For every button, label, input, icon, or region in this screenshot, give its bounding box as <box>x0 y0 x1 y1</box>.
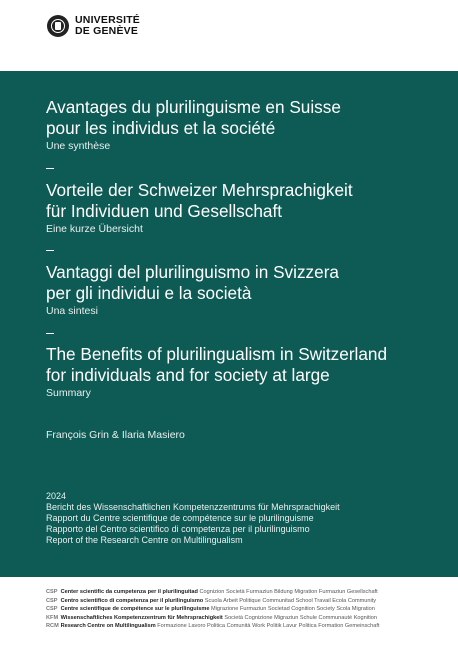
footer-keywords: Scuola Arbeit Politique Communitad School Travail Ecola Community <box>204 597 377 604</box>
separator-dash <box>46 250 54 251</box>
header <box>0 0 458 71</box>
separator-dash <box>46 168 54 169</box>
cover-panel <box>0 71 458 577</box>
logo-line-2: DE GENÈVE <box>75 25 139 37</box>
report-line-de: Bericht des Wissenschaftlichen Kompetenzzentrums für Mehrsprachigkeit <box>46 502 340 512</box>
footer-centre-name: Center scientific da cumpetenza per il plurilinguitad <box>60 589 198 595</box>
footer-abbr: CSP <box>46 606 58 613</box>
footer-line <box>46 614 379 623</box>
title-block-fr <box>46 97 341 153</box>
title-de-line-2: für Individuen und Gesellschaft <box>46 201 282 221</box>
authors: François Grin & Ilaria Masiero <box>46 429 185 441</box>
footer-keywords: Società Cognizione Migraziun Schule Communauté Kognition <box>224 614 378 621</box>
footer-line <box>46 588 379 597</box>
title-block-it <box>46 262 339 318</box>
logo-line-1: UNIVERSITÉ <box>75 14 141 26</box>
footer-keywords: Migrazione Furmaziun Societad Cognition Society Scola Migration <box>211 606 375 613</box>
footer-abbr: CSP <box>46 589 58 595</box>
footer-centre-name: Wissenschaftliches Kompetenzzentrum für Mehrsprachigkeit <box>60 614 223 621</box>
title-en-line-1: The Benefits of plurilingualism in Switzerland <box>46 344 388 364</box>
footer-centre-name: Research Centre on Multilingualism <box>60 623 156 630</box>
title-en-line-2: for individuals and for society at large <box>46 365 330 385</box>
title-block-de <box>46 180 353 236</box>
footer-keywords: Formazione Lavoro Politica Comunità Work Politik Lavur Politica Formation Gemeinschaft <box>157 623 380 630</box>
report-year: 2024 <box>46 491 67 501</box>
report-info <box>46 491 340 546</box>
title-block-en <box>46 344 387 400</box>
title-it-line-2: per gli individui e la società <box>46 283 252 303</box>
footer-line <box>46 597 379 606</box>
title-fr-line-1: Avantages du plurilinguisme en Suisse <box>46 97 341 117</box>
title-it-line-1: Vantaggi del plurilinguismo in Svizzera <box>46 262 339 282</box>
subtitle-en: Summary <box>46 387 91 399</box>
report-line-it: Rapporto del Centro scientifico di competenza per il plurilinguismo <box>46 524 310 534</box>
separator-dash <box>46 333 54 334</box>
footer-abbr: CSP <box>46 597 58 604</box>
logo-text <box>75 15 140 37</box>
footer <box>0 577 458 650</box>
footer-line <box>46 622 379 631</box>
title-de-line-1: Vorteile der Schweizer Mehrsprachigkeit <box>46 180 353 200</box>
footer-centre-name: Centro scientifico di competenza per il plurilinguismo <box>60 597 204 604</box>
subtitle-de: Eine kurze Übersicht <box>46 223 143 235</box>
subtitle-it: Una sintesi <box>46 305 98 317</box>
footer-centre-list <box>46 588 379 631</box>
footer-abbr: KFM <box>46 614 59 621</box>
university-seal-icon <box>47 15 69 37</box>
footer-centre-name: Centre scientifique de compétence sur le plurilinguisme <box>60 606 210 613</box>
report-line-en: Report of the Research Centre on Multilingualism <box>46 535 243 545</box>
subtitle-fr: Une synthèse <box>46 140 111 152</box>
footer-abbr: RCM <box>46 623 59 630</box>
report-line-fr: Rapport du Centre scientifique de compétence sur le plurilinguisme <box>46 513 314 523</box>
footer-line <box>46 605 379 614</box>
university-logo <box>47 15 140 37</box>
title-fr-line-2: pour les individus et la société <box>46 118 276 138</box>
footer-keywords: Cognizion Società Furmaziun Bildung Migration Furmaziun Gesellschaft <box>199 589 378 595</box>
